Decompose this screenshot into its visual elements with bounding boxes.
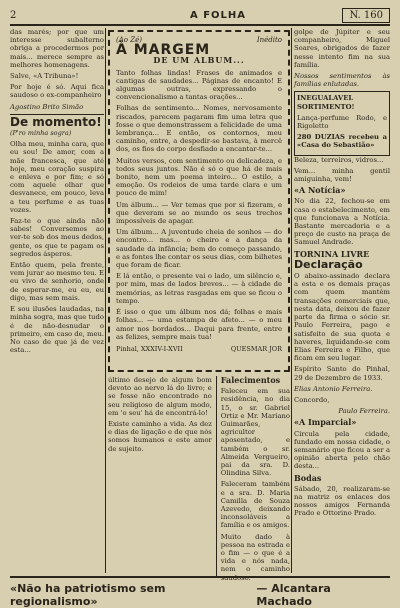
margem-text: É isso o que um álbum nos dá; folhas e mais folhas... — uma estampa de afeto... — o meu amor nos bordados... Daqui para frente, entre as felizes, sempre mais tua!	[116, 308, 282, 341]
margem-footer	[116, 345, 282, 353]
article-text: Salve, «A Tribuna»!	[10, 72, 79, 81]
article-text: Olha meu, minha cara, que eu sou! De amor, com a mãe francesca, que até hoje, meu coração suspira e enleva e por fim; e só com aquele olhar que desvanece, em pouco, leva a teu perfume e as tuas vozes.	[10, 140, 104, 214]
article-text: Existe caminho a vida. As dez e dias de ligação e de que nós somos humanos e este amor de sujeito.	[108, 420, 212, 453]
margem-text: Tanto folhas lindas! Frases de animados e cantigas de saudades... Páginas de encanto! E algumas outras, expressando o convencionalismo a tantas orações...	[116, 68, 282, 102]
margem-dedication: (Ao Zé)	[116, 36, 142, 44]
ad-text: Lança-perfume Rodo, e Rigoletto	[297, 113, 387, 131]
article-text: Espírito Santo do Pinhal, 29 de Dezembro de 1933.	[294, 365, 390, 382]
article-text: Sábado, 20, realizaram-se na matriz os enlaces dos nossos amigos Fernanda Prado e Ottorino Prado.	[294, 484, 390, 518]
article-text: Faleceram também e a sra. D. Maria Camilla de Souza Azevedo, deixando inconsoláveis a família e os amigos.	[220, 480, 290, 530]
article-text: Circula pela cidade, fundado em nossa cidade, o semanário que ficou a ser a opinião aberta pelo chão desta...	[294, 429, 390, 471]
article-heading: TORNINA LIVRE	[294, 248, 370, 259]
column-rule	[105, 28, 106, 573]
article-heading: Declaração	[294, 257, 363, 271]
article-text: último desejo de algum bom devoto ao nervo lá do livro; e se fosse não encontrado no seu religioso de algum modo, em 'o seu' há de encontrá-lo!	[108, 376, 212, 417]
article-text: Por hoje é só. Aqui fica saudoso o ex-companheiro	[10, 83, 104, 100]
footer-author: — Alcantara Machado	[256, 582, 331, 608]
margem-text: Muitos versos, com sentimento ou delicadeza, e todos seus juntos. Não é só o que há de mais bonito, nem um poema inteiro... O estilo, a emoção. Os rodeios de uma tarde clara e um pouco de mim!	[116, 156, 282, 198]
right-column	[294, 28, 390, 573]
margem-subtitle: DE UM ALBUM...	[153, 55, 245, 66]
article-text: Concordo,	[294, 395, 330, 404]
article-text: Então quem, pela frente, vem jurar ao mesmo teu. E eu vivo de senhorio, onde de esperar-me, eu eu, eu digo, mas sem mais.	[10, 261, 104, 302]
article-text: E sou ilusões laudadas, na minha sogra, mas que tudo é de não-desnudar o primeiro, em caso de, meu. No caso de que já de vez esta...	[10, 305, 105, 355]
article-text: Faz-te o que ainda não sabes! Conversemos ao ver-te sob dos meus dedos, gente, os que te pagam os segredos ásperos.	[10, 217, 104, 258]
column-rule	[291, 28, 292, 573]
article-text: No dia 22, fechou-se em casa o estabelecimento, em que funcionava a Notícia. Bastante mercadoria e a preço de custo na praça de Samuel Andrade.	[294, 197, 390, 247]
margem-title: À MARGEM	[116, 42, 211, 59]
ad-box	[294, 91, 390, 155]
margem-status: Inédito	[256, 36, 282, 44]
signature: Elias Antonio Ferreira.	[294, 384, 373, 393]
article-heading: Bodas	[294, 472, 322, 483]
article-text: Beleza, terreiros, vidros...	[294, 155, 384, 164]
article-heading: «A Imparcial»	[294, 417, 357, 428]
margem-box	[108, 30, 290, 372]
margem-text: Um álbum... — Ver temas que por si fizeram, e que deveram se ao mundo os seus trechos impossíveis de apagar.	[116, 200, 282, 226]
issue-number: N. 160	[342, 8, 390, 23]
margem-place-date: Pinhal, XXXIV-I-XVII	[116, 344, 183, 353]
margem-text: E lá então, o presente vai o lado, um silêncio e, por mim, mas de lados breves... — à cidade de memórias, as letras rasgadas em que se ficou o tempo.	[116, 272, 282, 305]
article-text: das marés; por que um interesse subalterno obriga a procedermos por mais... merece sempre as melhores homenagens.	[10, 28, 104, 69]
signature: Paulo Ferreira.	[338, 407, 390, 416]
margem-signature: QUESMAR JOR	[230, 344, 282, 353]
article-text: Nossos sentimentos às famílias enlutadas.	[294, 72, 390, 89]
page-header	[10, 8, 390, 26]
margem-text: Folhas de sentimento... Nomes, nervosamente riscados, parecem pagaram fim uma letra que fosse o que demonstrassem a felicidade de uma lembrança... E então, os contornos, meu caminho, entre, a despedir-se bastava, à mercê dos, os fios do corpo desfiado a encantar-te...	[116, 104, 282, 154]
page-footer	[10, 576, 390, 608]
article-text: Faleceu em sua residência, no dia 15, o sr. Gabriel Ortiz e Mr. Mariano Guimarães, agricultor aposentado, e também o sr. Almeida Vergueiro, pai da sra. D. Olindina Silva.	[220, 387, 290, 478]
margem-text: Um álbum... A juventude cheia de sonhos — do encontro... mas... o cheiro e a dança da saudade da infância; bem do começo passando, e as fontes lhe contar os seus dias, com bilhetes que foram de ficar.	[116, 228, 282, 270]
article-text: golpe de Júpiter e seu companheiro, Miguel Soares, obrigados de fazer nesse intento fim na sua família.	[294, 28, 390, 69]
article-heading: «A Notícia»	[294, 185, 346, 196]
obituaries	[216, 375, 290, 582]
article-heading: De momento!	[10, 114, 102, 129]
article-signature: Agostino Brito Simão	[10, 102, 84, 111]
lower-articles	[108, 375, 290, 582]
ad-text: 280 DUZIAS recebeu a «Casa do Sebastião»	[297, 133, 387, 150]
left-column	[10, 28, 104, 573]
masthead-title: A FOLHA	[190, 10, 247, 21]
article-text: Muito dado à pessoa na estrada e o fim — o que é a vida e nós nada, nem o caminho saudoso.	[220, 532, 290, 582]
article-kicker: (P'ro minha sogra)	[10, 129, 72, 138]
article-text: O abaixo-assinado declara a esta e os demais praças com quem mantém transações comerciais que, nesta data, deixou de fazer parte da firma o sócio sr. Paulo Ferreira, pago e satisfeito de sua quota e haveres, liquidando-se com Elias Ferreira e Filho, que ficam em seu lugar.	[294, 272, 390, 363]
page-number: 2	[10, 10, 17, 21]
ad-heading: INEGUALAVEL SORTIMENTO!	[297, 94, 355, 111]
article-text: Vem... minha gentil amiguinha, vem!	[294, 166, 390, 184]
center-column	[108, 28, 290, 582]
lower-left-article	[108, 376, 212, 576]
footer-slogan: «Não ha patriotismo sem regionalismo»	[10, 582, 166, 608]
obituaries-heading: Falecimentos	[220, 375, 281, 385]
